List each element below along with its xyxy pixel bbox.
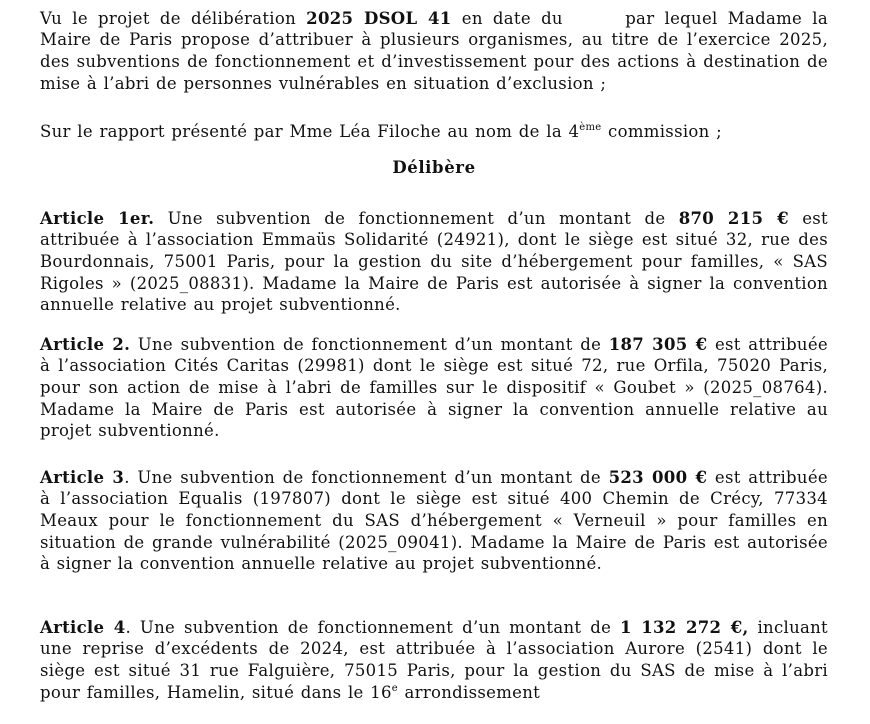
- article-2-amount: 187 305 €: [608, 334, 708, 354]
- article-4: [40, 617, 828, 704]
- article-4-label: Article 4: [40, 617, 126, 637]
- article-4-text-before: . Une subvention de fonctionnement d’un montant de: [125, 617, 621, 637]
- rapport-suffix: commission ;: [601, 121, 722, 141]
- intro-text-3: par lequel Madame la Maire de Paris propose d’attribuer à plusieurs organismes, au titre de l’exercice 2025, des subventions de fonctionnement et d’investissement pour des actions à destination de mise à l’abri de personnes vulnérables en situation d’exclusion ;: [40, 8, 829, 93]
- intro-text-2: en date du: [451, 8, 574, 28]
- article-3-amount: 523 000 €: [608, 467, 708, 487]
- article-2-label: Article 2.: [40, 334, 131, 354]
- intro-text-1: Vu le projet de délibération: [40, 8, 307, 28]
- rapport-paragraph: [40, 121, 828, 143]
- article-3-text-after: est attribuée à l’association Equalis (197807) dont le siège est situé 400 Chemin de Crécy, 77334 Meaux pour le fonctionnement du SAS d’hébergement « Verneuil » pour familles en situation de grande vulnérabilité (2025_09041). Madame la Maire de Paris est autorisée à signer la convention annuelle relative au projet subventionné.: [40, 467, 828, 574]
- article-1: [40, 208, 828, 317]
- article-4-superscript: e: [391, 682, 398, 694]
- deliberation-reference: 2025 DSOL 41: [306, 8, 452, 28]
- article-4-text-end: arrondissement: [397, 682, 541, 702]
- rapport-text: Sur le rapport présenté par Mme Léa Filoche au nom de la 4: [40, 121, 580, 141]
- article-2-text-before: Une subvention de fonctionnement d’un montant de: [130, 334, 609, 354]
- article-1-label: Article 1er.: [40, 208, 155, 228]
- article-3-text-before: . Une subvention de fonctionnement d’un montant de: [124, 467, 609, 487]
- article-2-text-after: est attribuée à l’association Cités Caritas (29981) dont le siège est situé 72, rue Orfila, 75020 Paris, pour son action de mise à l’abri de familles sur le dispositif « Goubet » (2025_08764). Madame la Maire de Paris est autorisée à signer la convention annuelle relative au projet subventionné.: [40, 334, 828, 441]
- article-1-text-after: est attribuée à l’association Emmaüs Solidarité (24921), dont le siège est situé 32, rue des Bourdonnais, 75001 Paris, pour la gestion du site d’hébergement pour familles, « SAS Rigoles » (2025_08831). Madame la Maire de Paris est autorisée à signer la convention annuelle relative au projet subventionné.: [40, 208, 828, 315]
- article-3: [40, 467, 828, 576]
- article-1-amount: 870 215 €: [678, 208, 789, 228]
- article-2: [40, 334, 828, 443]
- article-4-amount: 1 132 272 €,: [620, 617, 749, 637]
- article-3-label: Article 3: [40, 467, 125, 487]
- deliberation-heading: Délibère: [392, 158, 476, 177]
- rapport-superscript: ème: [579, 121, 602, 133]
- article-4-text-after: incluant une reprise d’excédents de 2024, est attribuée à l’association Aurore (2541) dont le siège est situé 31 rue Falguière, 75015 Paris, pour la gestion du SAS de mise à l’abri pour familles, Hamelin, situé dans le 16: [40, 617, 828, 702]
- article-1-text-before: Une subvention de fonctionnement d’un montant de: [154, 208, 679, 228]
- intro-paragraph: [40, 8, 828, 95]
